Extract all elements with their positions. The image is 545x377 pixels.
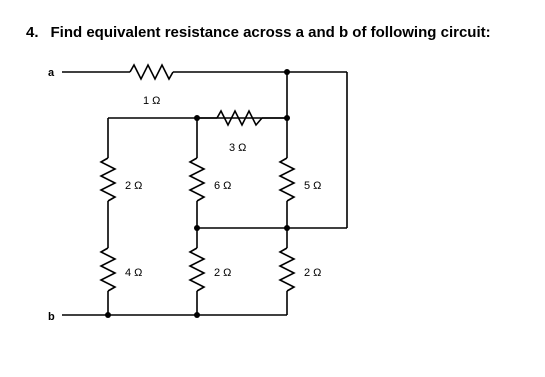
resistor-4-ohm (101, 248, 115, 291)
question-number: 4. (26, 24, 39, 41)
resistor-1-ohm-label: 1 Ω (143, 95, 161, 107)
resistor-6-ohm-label: 6 Ω (214, 180, 232, 192)
resistor-5-ohm-label: 5 Ω (304, 180, 322, 192)
resistor-2-ohm-right (280, 248, 294, 291)
resistor-2-ohm-middle-label: 2 Ω (214, 267, 232, 279)
resistor-2-ohm-left (101, 158, 115, 201)
resistor-2-ohm-middle (190, 248, 204, 291)
terminal-b-label: b (48, 311, 55, 323)
resistor-2-ohm-right-label: 2 Ω (304, 267, 322, 279)
resistor-4-ohm-label: 4 Ω (125, 267, 143, 279)
resistor-2-ohm-left-label: 2 Ω (125, 180, 143, 192)
resistor-3-ohm-label: 3 Ω (229, 142, 247, 154)
question-text: Find equivalent resistance across a and b of following circuit: (50, 24, 491, 41)
terminal-a-label: a (48, 67, 55, 79)
resistor-5-ohm (280, 158, 294, 201)
resistor-6-ohm (190, 158, 204, 201)
resistor-1-ohm (130, 65, 173, 79)
